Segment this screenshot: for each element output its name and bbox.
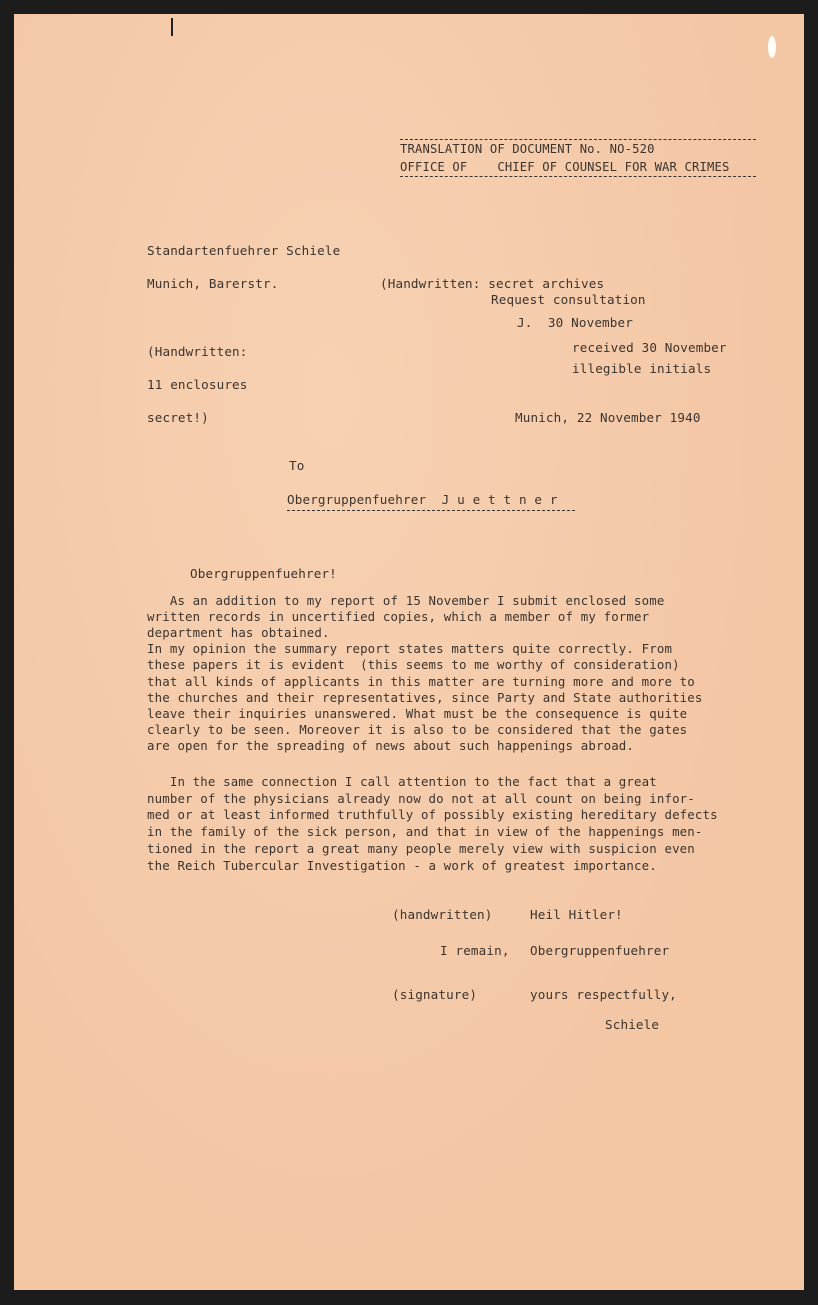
paragraph-2-line: number of the physicians already now do not at all count on being infor- (147, 791, 695, 806)
closing-respectfully: yours respectfully, (530, 987, 677, 1002)
paragraph-2-line: the Reich Tubercular Investigation - a work of greatest importance. (147, 858, 657, 873)
paragraph-2-line: tioned in the report a great many people merely view with suspicion even (147, 841, 695, 856)
recipient-name: Obergruppenfuehrer J u e t t n e r (287, 492, 558, 507)
paragraph-1-line: the churches and their representatives, since Party and State authorities (147, 690, 703, 705)
paragraph-1-line: are open for the spreading of news about such happenings abroad. (147, 738, 635, 753)
handwritten-note-line-2: Request consultation (491, 292, 646, 307)
paragraph-1-line: these papers it is evident (this seems to me worthy of consideration) (147, 657, 680, 672)
header-line-2: OFFICE OF CHIEF OF COUNSEL FOR WAR CRIMES (400, 160, 730, 174)
letter-date: Munich, 22 November 1940 (515, 410, 701, 425)
handwritten-left-line-3: secret!) (147, 410, 209, 425)
closing-name: Schiele (605, 1017, 660, 1032)
salutation: Obergruppenfuehrer! (190, 566, 337, 581)
closing-handwritten: (handwritten) (392, 907, 493, 922)
paragraph-1-line: leave their inquiries unanswered. What must be the consequence is quite (147, 706, 688, 721)
paragraph-2-line: med or at least informed truthfully of possibly existing hereditary defects (147, 807, 718, 822)
closing-rank: Obergruppenfuehrer (530, 943, 670, 958)
closing-heil: Heil Hitler! (530, 907, 623, 922)
handwritten-note-line-4: received 30 November (572, 340, 727, 355)
handwritten-note-line-3: J. 30 November (517, 315, 633, 330)
paragraph-2-line: in the family of the sick person, and that in view of the happenings men- (147, 824, 703, 839)
closing-signature: (signature) (392, 987, 478, 1002)
paragraph-1-line: As an addition to my report of 15 November I submit enclosed some (147, 593, 665, 608)
margin-mark (171, 18, 173, 36)
header-line-1: TRANSLATION OF DOCUMENT No. NO-520 (400, 142, 655, 156)
sender-address: Munich, Barerstr. (147, 276, 279, 291)
handwritten-left-line-1: (Handwritten: (147, 344, 248, 359)
punch-hole (768, 36, 776, 58)
paragraph-2-line: In the same connection I call attention to the fact that a great (147, 774, 657, 789)
paragraph-1-line: that all kinds of applicants in this matter are turning more and more to (147, 674, 695, 689)
recipient-underline (287, 510, 575, 511)
header-rule-bottom (400, 176, 756, 177)
handwritten-note-line-5: illegible initials (572, 361, 712, 376)
paragraph-1-line: department has obtained. (147, 625, 330, 640)
sender-name: Standartenfuehrer Schiele (147, 243, 341, 258)
closing-remain: I remain, (440, 943, 510, 958)
header-rule-top (400, 139, 756, 140)
paragraph-1-line: written records in uncertified copies, which a member of my former (147, 609, 650, 624)
recipient-to: To (289, 458, 305, 473)
paragraph-1-line: clearly to be seen. Moreover it is also to be considered that the gates (147, 722, 688, 737)
handwritten-left-line-2: 11 enclosures (147, 377, 248, 392)
handwritten-note-line-1: (Handwritten: secret archives (380, 276, 605, 291)
paragraph-1-line: In my opinion the summary report states matters quite correctly. From (147, 641, 673, 656)
